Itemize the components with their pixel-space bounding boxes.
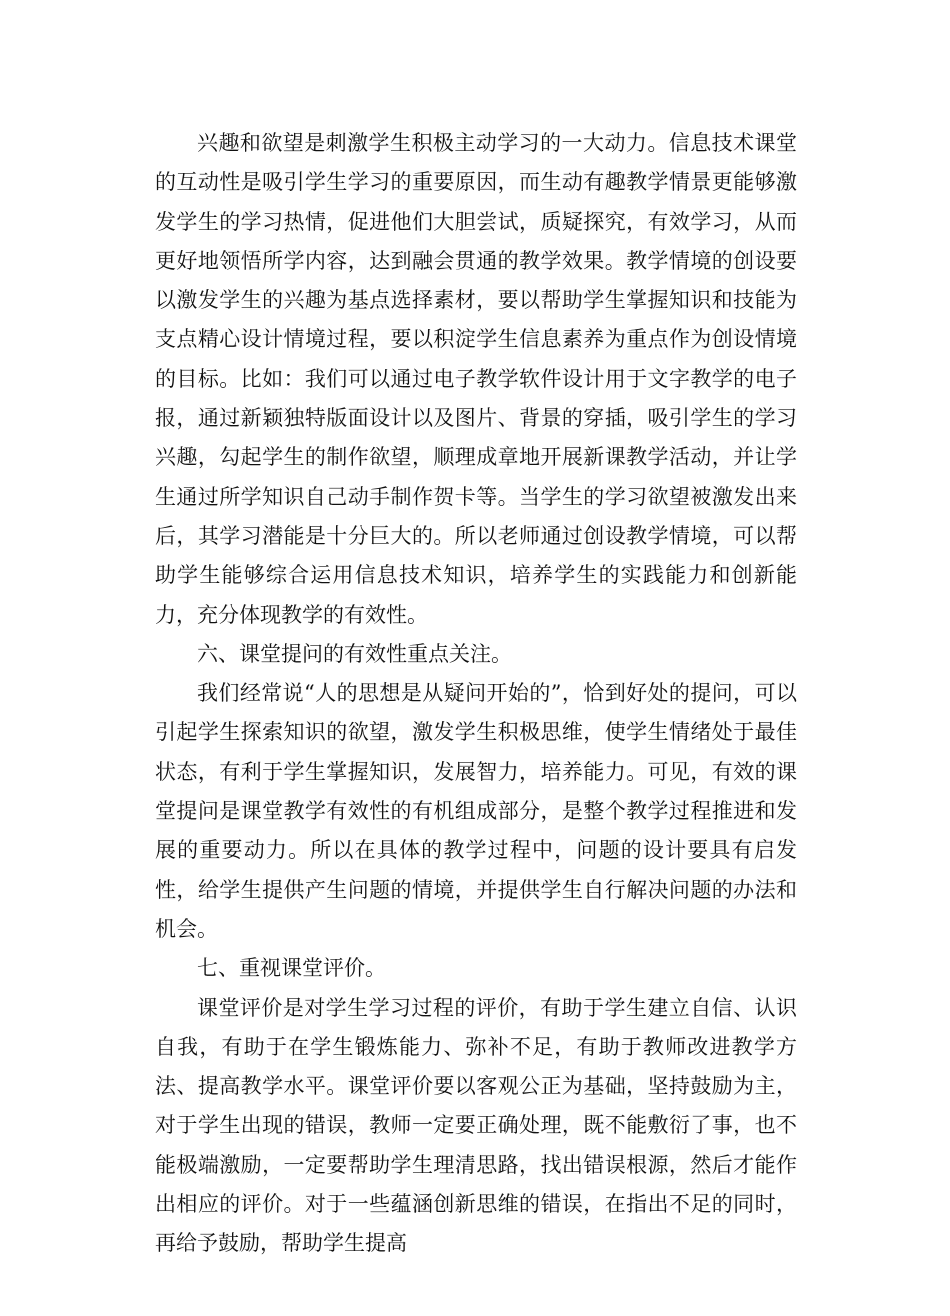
section-heading-seven: 七、重视课堂评价。	[197, 956, 386, 981]
paragraph-classroom-evaluation: 课堂评价是对学生学习过程的评价，有助于学生建立自信、认识自我，有助于在学生锻炼能力、弥补不足，有助于教师改进教学方法、提高教学水平。课堂评价要以客观公正为基础，坚持鼓励为主，对于学生出现的错误，教师一定要正确处理，既不能敷衍了事，也不能极端激励，一定要帮助学生理清思路，找出错误根源，然后才能作出相应的评价。对于一些蕴涵创新思维的错误，在指出不足的同时，再给予鼓励，帮助学生提高	[155, 995, 797, 1256]
document-page	[155, 124, 797, 1264]
paragraph-classroom-questions: 我们经常说“人的思想是从疑问开始的”，恰到好处的提问，可以引起学生探索知识的欲望，激发学生积极思维，使学生情绪处于最佳状态，有利于学生掌握知识，发展智力，培养能力。可见，有效的课堂提问是课堂教学有效性的有机组成部分，是整个教学过程推进和发展的重要动力。所以在具体的教学过程中，问题的设计要具有启发性，给学生提供产生问题的情境，并提供学生自行解决问题的办法和机会。	[155, 681, 797, 941]
section-heading-six: 六、课堂提问的有效性重点关注。	[197, 641, 512, 666]
paragraph-interest-motivation: 兴趣和欲望是刺激学生积极主动学习的一大动力。信息技术课堂的互动性是吸引学生学习的重要原因，而生动有趣教学情景更能够激发学生的学习热情，促进他们大胆尝试，质疑探究，有效学习，从而更好地领悟所学内容，达到融会贯通的教学效果。教学情境的创设要以激发学生的兴趣为基点选择素材，要以帮助学生掌握知识和技能为支点精心设计情境过程，要以积淀学生信息素养为重点作为创设情境的目标。比如：我们可以通过电子教学软件设计用于文字教学的电子报，通过新颖独特版面设计以及图片、背景的穿插，吸引学生的学习兴趣，勾起学生的制作欲望，顺理成章地开展新课教学活动，并让学生通过所学知识自己动手制作贺卡等。当学生的学习欲望被激发出来后，其学习潜能是十分巨大的。所以老师通过创设教学情境，可以帮助学生能够综合运用信息技术知识，培养学生的实践能力和创新能力，充分体现教学的有效性。	[155, 131, 797, 627]
